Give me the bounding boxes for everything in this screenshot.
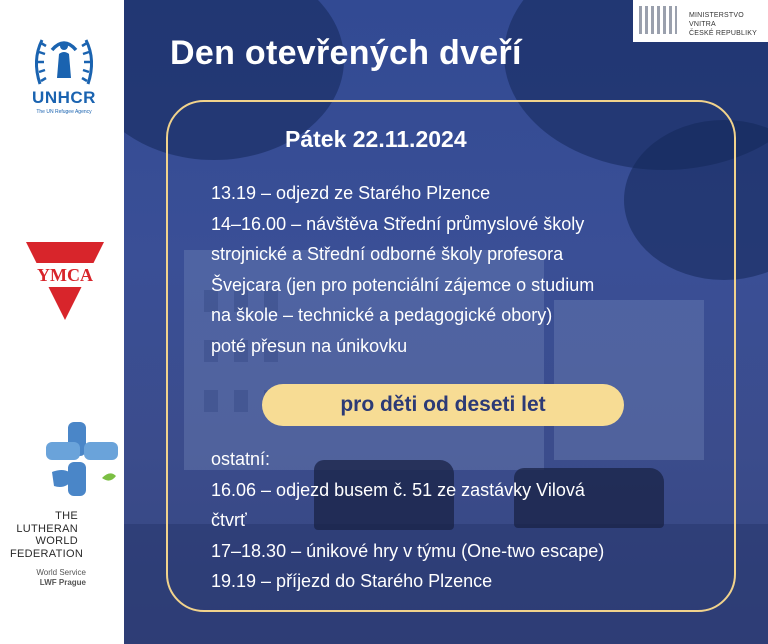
ministry-logo [633,0,768,42]
others-line: ostatní: [211,449,271,469]
lwf-name-line: WORLD [35,535,78,547]
schedule-line: poté přesun na únikovku [211,335,408,356]
others-line: 19.19 – příjezd do Starého Plzence [211,571,493,591]
schedule-line: 13.19 – odjezd ze Starého Plzence [211,183,491,203]
lwf-name [10,510,84,560]
others-block [211,444,604,597]
ministry-grid-icon [639,6,677,34]
schedule-block [211,178,594,361]
lwf-name-line: THE [55,510,78,522]
ministry-name [689,11,768,38]
lwf-service-line: LWF Prague [39,578,86,587]
page-title: Den otevřených dveří [170,34,522,72]
unhcr-name: UNHCR [32,88,96,107]
age-highlight-badge: pro děti od deseti let [262,384,624,426]
others-line: čtvrť [211,510,247,530]
lwf-cross-icon [10,418,120,506]
lwf-name-line: LUTHERAN [16,522,78,535]
schedule-line: na škole – technické a pedagogické obory) [211,305,553,325]
lwf-service [10,568,86,588]
schedule-line: Švejcara (jen pro potenciální zájemce o studium [211,274,595,295]
unhcr-family-icon [24,32,104,88]
lwf-name-line: FEDERATION [10,547,84,560]
schedule-line: 14–16.00 – návštěva Střední průmyslové školy [211,213,585,234]
ymca-logo [26,242,104,322]
others-line: 17–18.30 – únikové hry v týmu (One-two escape) [211,540,605,561]
unhcr-logo [24,32,104,124]
others-line: 16.06 – odjezd busem č. 51 ze zastávky Vilová [211,479,585,500]
ymca-name: YMCA [26,263,104,287]
ministry-name-line: ČESKÉ REPUBLIKY [689,30,757,37]
unhcr-subtitle: The UN Refugee Agency [36,109,92,115]
event-date: Pátek 22.11.2024 [285,126,467,152]
ministry-name-line: MINISTERSTVO VNITRA [689,12,744,28]
lwf-service-line: World Service [36,568,86,577]
schedule-line: strojnické a Střední odborné školy profesora [211,244,564,264]
lwf-logo [10,418,120,598]
